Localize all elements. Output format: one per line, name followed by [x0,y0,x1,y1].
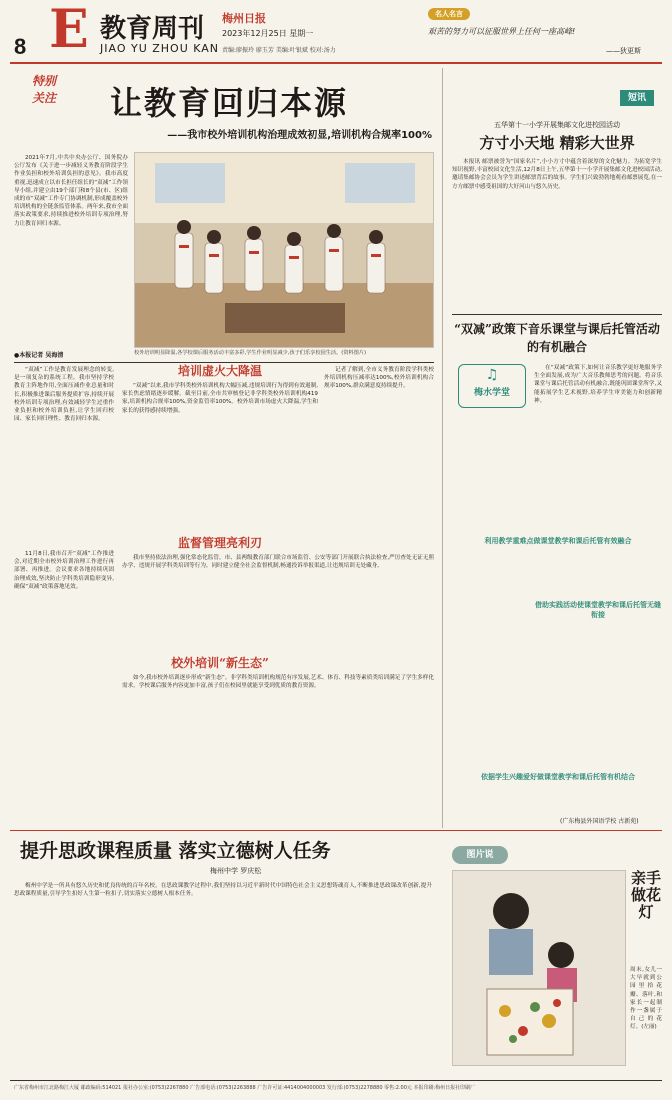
feature-body: 本报讯 邮票被誉为“国家名片”,小小方寸中蕴含着深厚的文化魅力。为拓宽学生知识视野,丰富校园文化生活,12月8日上午,五华第十一小学开展集邮文化进校园活动,邀请集邮协会会员为学生讲述邮票背后的故事。学生们兴致勃勃地观看邮票展览,在一方方邮票中感受祖国的大好河山与悠久历史。 [452,159,662,190]
staff-line: 责编:廖振玲 廖玉芳 美编:叶银斌 校对:汤力 [222,47,336,54]
page-number: 8 [14,34,27,59]
family-lantern-image [453,871,626,1066]
footer-rule [10,1080,662,1081]
feature-title: 方寸小天地 精彩大世界 [479,134,635,152]
lead-reporter: ●本报记者 吴海清 [14,352,64,359]
quote-text: 艰苦的努力可以征服世界上任何一座高峰! [428,27,576,36]
lead-body-col3: 记者了解到,全市义务教育阶段学科类校外培训机构压减率达100%,校外培训机构合规率100%,群众满意度持续提升。 [324,367,434,390]
policy-section-b: 借助实践活动使课堂教学和课后托管无缝衔接 [535,601,661,619]
lead-body-col1b: 11月8日,我市召开“双减”工作推进会,对近期全市校外培训治理工作进行再部署、再推进。会议要求各地持续巩固治理成效,坚决防止学科类培训隐形变异,确保“双减”政策落地见效。 [14,551,114,590]
right-divider [452,314,662,315]
music-note-icon: ♫ [485,367,499,383]
feature-kicker: 五华第十一小学开展集邮文化进校园活动 [494,121,620,129]
bottom-photo [452,870,626,1066]
subtitle-cooling: 培训虚火大降温 [177,364,262,378]
special-badge-bottom: 关注 [31,91,56,105]
lead-photo-caption: 校外培训明显降温,各学校课后服务活动丰富多彩,学生作业明显减少,孩子们乐享校园生活。(资料图片) [134,350,367,356]
special-badge [18,72,70,118]
classroom-image [135,153,434,348]
lead-subhead: ——我市校外培训机构治理成效初显,培训机构合规率100% [167,130,432,141]
lead-body-col2: “双减”以来,我市学科类校外培训机构大幅压减,违规培训行为得到有效遏制,家长焦虑情绪逐步缓解。截至目前,全市共审核登记非学科类校外培训机构419家,培训机构合规率100%,资金监管率100%。校外培训市场虚火大降温,学生和家长的获得感持续增强。 [122,383,318,414]
policy-body: 在“双减”政策下,如何让音乐教学更好地服务学生全面发展,成为广大音乐教师思考的问题。将音乐课堂与课后托管活动有机融合,既能巩固课堂所学,又能拓展学生艺术视野,培养学生审美能力和创新精神。 [534,365,662,404]
photo-story-title: 亲手做花灯 [630,869,661,921]
short-news-badge: 短讯 [620,90,654,106]
policy-author: (广东梅县外国语学校 古新苑) [560,818,639,825]
section-letter: E [49,0,89,60]
lead-photo [134,152,434,348]
special-badge-top: 特别 [31,74,56,88]
masthead-pinyin: JIAO YU ZHOU KAN [100,42,220,55]
bottom-headline: 提升思政课程质量 落实立德树人任务 [20,840,331,862]
main-column-rule [442,68,443,828]
subtitle-supervision: 监督管理亮利刃 [177,536,262,550]
lead-body-col1: “双减”工作是教育发展理念的转变,是一项复杂的系统工程。我市坚持学校教育主阵地作用,全面压减作业总量和时长,积极推进课后服务提质扩容,持续开展校外培训专项治理,有效减轻学生过重作业负担和校外培训负担,让学生回归校园、家长回归理性、教育回归本源。 [14,367,114,423]
bottom-byline: 梅州中学 罗庆松 [210,867,262,875]
lead-body-col2b: 我市坚持依法治理,强化常态化监管。市、县两级教育部门联合市场监管、公安等部门开展联合执法检查,严厉查处无证无照办学、违规开展学科类培训等行为。同时建立健全社会监督机制,畅通投诉举报渠道,让违规培训无处藏身。 [122,555,434,570]
bottom-rule [10,830,662,831]
footer-text: 广东省梅州市江北路梅江大厦 邮政编码:514021 报社办公室:(0753)2267880 广告部电话:(0753)2263888 广告许可证:4414004000003 发行部:(0753)2278880 零售:2.00元 本报印刷:梅州日报社印刷厂 [14,1085,476,1091]
policy-title: “双减”政策下音乐课堂与课后托管活动的有机融合 [454,322,660,354]
subtitle-ecology: 校外培训“新生态” [171,656,269,670]
photo-story-caption: 周末,女儿一大早就到公园里拾花瓣、落叶,和家长一起制作一盏属于自己的花灯。(左丽) [630,967,662,1031]
policy-section-c: 依据学生兴趣爱好做课堂教学和课后托管有机结合 [481,773,635,781]
music-logo [458,364,526,408]
music-logo-label: 梅水学堂 [473,388,510,398]
lead-body-col2c: 如今,我市校外培训逐步形成“新生态”。非学科类培训机构规范有序发展,艺术、体育、科技等素质类培训满足了学生多样化需求。学校课后服务内容更加丰富,孩子们在校园里就能享受到优质的教育资源。 [122,675,434,690]
policy-section-a: 利用教学重难点做课堂教学和课后托管有效融合 [484,537,632,545]
paper-name: 梅州日报 [222,12,266,25]
quote-badge: 名人名言 [428,8,470,20]
lead-headline: 让教育回归本源 [110,84,349,122]
lead-intro: 2021年7月,中共中央办公厅、国务院办公厅发布《关于进一步减轻义务教育阶段学生作业负担和校外培训负担的意见》。我市高度重视,迅速成立以市长担任组长的“双减”工作领导小组,并建立由19个部门和8个县(市、区)组成的市“双减”工作专门协调机制,形成覆盖校外培训机构的全链条监管体系。两年来,我市全面落实政策要求,持续推进校外培训专项治理,努力让教育回归本源。 [14,155,128,227]
masthead-title: 教育周刊 [100,14,205,44]
masthead-rule [10,62,662,64]
quote-author: ——狄更斯 [606,47,641,55]
photo-story-badge: 图片说 [452,846,508,864]
bottom-body: 梅州中学是一所具有悠久历史和优良传统的百年名校。在思政课教学过程中,我们坚持以习近平新时代中国特色社会主义思想铸魂育人,不断推进思政课改革创新,提升思政课程质量,引导学生扣好人生第一粒扣子,切实落实立德树人根本任务。 [14,883,432,898]
issue-date: 2023年12月25日 星期一 [222,29,314,38]
